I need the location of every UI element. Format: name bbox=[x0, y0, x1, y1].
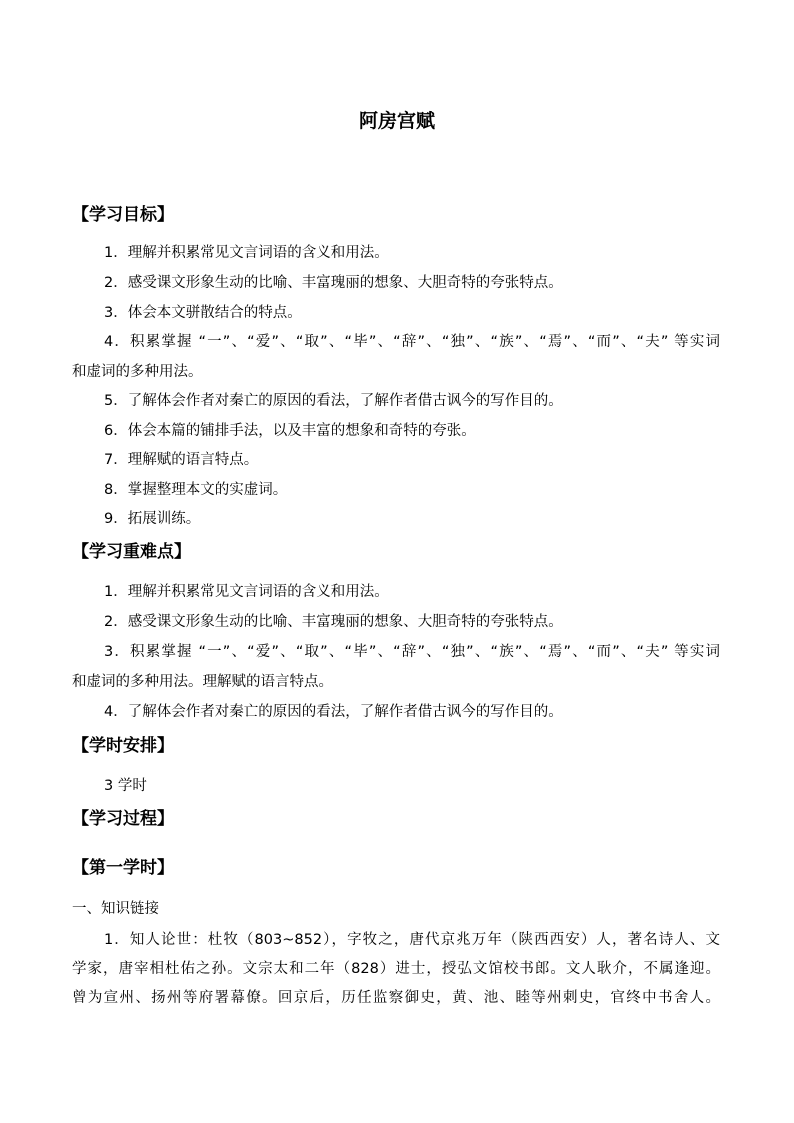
objective-item: 1．理解并积累常见文言词语的含义和用法。 bbox=[104, 245, 389, 261]
knowledge-paragraph-line: 学家，唐宰相杜佑之孙。文宗太和二年（828）进士，授弘文馆校书郎。文人耿介，不属逢迎。 bbox=[72, 961, 720, 977]
objective-item: 2．感受课文形象生动的比喻、丰富瑰丽的想象、大胆奇特的夸张特点。 bbox=[104, 275, 563, 291]
key-point-item-continuation: 和虚词的多种用法。理解赋的语言特点。 bbox=[72, 674, 333, 690]
key-point-item: 1．理解并积累常见文言词语的含义和用法。 bbox=[104, 584, 389, 600]
objective-item-continuation: 和虚词的多种用法。 bbox=[72, 364, 203, 380]
objectives-heading: 【学习目标】 bbox=[72, 205, 174, 225]
document-title: 阿房宫赋 bbox=[358, 110, 435, 132]
knowledge-link-subheading: 一、知识链接 bbox=[72, 901, 159, 917]
key-point-item: 2．感受课文形象生动的比喻、丰富瑰丽的想象、大胆奇特的夸张特点。 bbox=[104, 614, 563, 630]
objective-item: 9．拓展训练。 bbox=[104, 511, 201, 527]
process-heading: 【学习过程】 bbox=[72, 809, 174, 829]
objective-item: 8．掌握整理本文的实虚词。 bbox=[104, 482, 288, 498]
key-points-heading: 【学习重难点】 bbox=[72, 542, 191, 562]
key-point-item: 4．了解体会作者对秦亡的原因的看法，了解作者借古讽今的写作目的。 bbox=[104, 704, 563, 720]
first-session-heading: 【第一学时】 bbox=[72, 858, 174, 878]
objective-item: 7．理解赋的语言特点。 bbox=[104, 452, 259, 468]
key-point-item: 3．积累掌握 “一”、“爱”、“取”、“毕”、“辞”、“独”、“族”、“焉”、“而”、“夫” 等实词 bbox=[104, 644, 720, 660]
schedule-heading: 【学时安排】 bbox=[72, 736, 174, 756]
objective-item: 3．体会本文骈散结合的特点。 bbox=[104, 305, 302, 321]
objective-item: 5．了解体会作者对秦亡的原因的看法，了解作者借古讽今的写作目的。 bbox=[104, 393, 563, 409]
knowledge-paragraph-line: 1．知人论世：杜牧（803~852），字牧之，唐代京兆万年（陕西西安）人，著名诗人、文 bbox=[104, 932, 720, 948]
objective-item: 6．体会本篇的铺排手法，以及丰富的想象和奇特的夸张。 bbox=[104, 423, 476, 439]
objective-item: 4．积累掌握 “一”、“爱”、“取”、“毕”、“辞”、“独”、“族”、“焉”、“而”、“夫” 等实词 bbox=[104, 334, 720, 350]
knowledge-paragraph-line: 曾为宣州、扬州等府署幕僚。回京后，历任监察御史，黄、池、睦等州刺史，官终中书舍人。 bbox=[72, 990, 720, 1006]
schedule-text: 3 学时 bbox=[104, 778, 147, 794]
